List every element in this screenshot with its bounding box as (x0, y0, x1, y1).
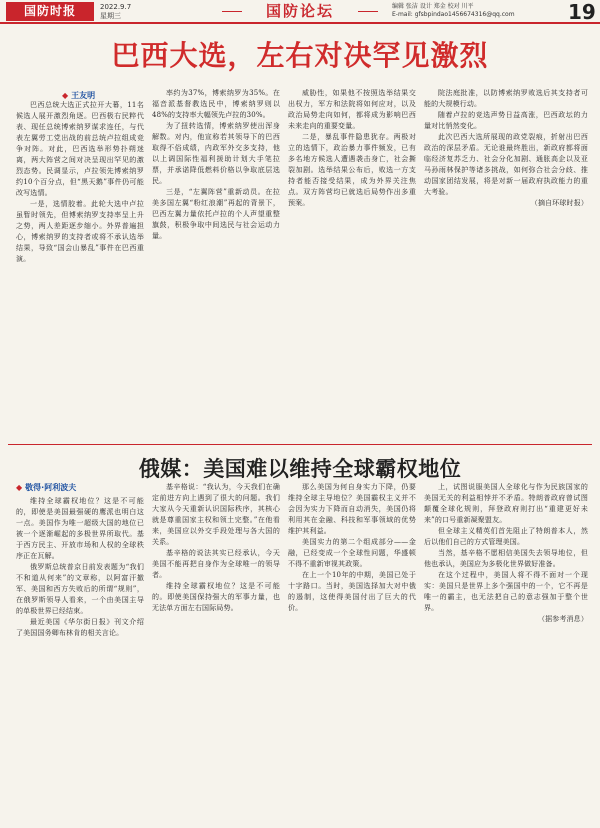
section-title: 国防论坛 (265, 2, 334, 20)
article-1-column-1 (16, 100, 144, 436)
byline-triangle-icon: ◆ (16, 483, 23, 492)
article-1-headline: 巴西大选，左右对决罕见激烈 (111, 39, 489, 72)
paragraph: 率约为37%，博索纳罗为35%。在福音派基督教选民中，博索纳罗则以48%的支持率大幅领先卢拉的30%。 (152, 89, 280, 119)
article-1-column-3 (288, 88, 416, 436)
paragraph: 此次巴西大选所展现的政党裂痕，折射出巴西政治的深层矛盾。无论谁最终胜出，新政府都将面临经济复苏乏力、社会分化加剧、通胀高企以及亚马孙雨林保护等诸多挑战，如何弥合社会分歧、推动国家团结发展，将是对新一届政府执政能力的重大考验。 (424, 133, 588, 196)
article-2-column-2 (152, 482, 280, 822)
paragraph: 基辛格说：“我认为，今天我们在确定前进方向上遇到了很大的问题。我们大家从今天重新认识国际秩序，其核心就是尊重国家主权和领土完整。”在他看来，美国应以外交手段处理与各大国的关系。 (152, 483, 280, 546)
editor-credits (392, 3, 515, 19)
paragraph: 最近美国《华尔街日报》刊文介绍了美国国务卿布林肯的相关言论。 (16, 618, 144, 637)
paragraph: 在上一个10年的中期，美国已处于十字路口。当时，美国选择加大对中俄的遏制，这使得美国付出了巨大的代价。 (288, 571, 416, 612)
byline-triangle-icon: ◆ (62, 91, 69, 100)
paragraph: 二是，暴乱事件隐患犹存。两极对立的选情下，政治暴力事件频发，已有多名地方候选人遭遇袭击身亡，社会撕裂加剧。选举结果公布后，败选一方支持者能否接受结果，成为外界关注焦点。双方阵营均已就选后局势作出多重预案。 (288, 133, 416, 207)
page-number: 19 (568, 0, 596, 24)
section-decoration-left (222, 11, 242, 12)
paragraph: 维持全球霸权地位？这是不可能的。即使美国保持强大的军事力量，也无法单方面左右国际局势。 (152, 582, 280, 612)
email-line: E-mail: gfsbpindao1456674316@qq.com (392, 11, 515, 18)
paragraph: 美国实力的第二个组成部分——金融，已经变成一个全球性问题，华盛顿不得不重新审视其政策。 (288, 538, 416, 568)
paragraph: 为了扭转选情，博索纳罗使出浑身解数。对内，他宣称若其领导下的巴西取得不俗成绩，内政军外交多支持，他以上调国际性福利援助计划大手笔拉票，并承诺降低燃料价格以争取底层选民。 (152, 122, 280, 185)
newspaper-logo: 国防时报 (6, 2, 94, 21)
paragraph: 上，试图说服美国人全球化与作为民族国家的美国无关的利益相悖并不矛盾。特朗普政府曾试图颠覆全球化规则，拜登政府则打出“重建更好未来”的口号重新凝聚盟友。 (424, 483, 588, 524)
section-decoration-right (358, 11, 378, 12)
paragraph: 一是，选情胶着。此轮大选中卢拉虽暂时领先，但博索纳罗支持率呈上升之势，两人差距逐步缩小。外界普遍担心，博索纳罗的支持者或将不承认选举结果，导致“国会山暴乱”事件在巴西重演。 (16, 200, 144, 263)
article-divider (8, 444, 592, 445)
paragraph: 三是，“左翼阵营”重新动员。在拉美多国左翼“粉红浪潮”再起的背景下，巴西左翼力量依托卢拉的个人声望重整旗鼓，积极争取中间选民与社会运动力量。 (152, 188, 280, 240)
paragraph: 在这个过程中，美国人将不得不面对一个现实：美国只是世界上多个强国中的一个，它不再是唯一的霸主，也无法把自己的意志强加于整个世界。 (424, 571, 588, 612)
paragraph: 巴西总统大选正式拉开大幕，11名候选人展开激烈角逐。巴西极右民粹代表、现任总统博索纳罗谋求连任，与代表左翼劳工党出战的前总统卢拉组成竞争对阵。对此，巴西选举形势扑朔迷离，两大阵营之间对决呈现出罕见的激烈态势。民调显示，卢拉领先博索纳罗约10个百分点，但“黑天鹅”事件仍可能改写选情。 (16, 101, 144, 197)
paragraph: 维持全球霸权地位？这是不可能的，即使是美国最强硬的鹰派也明白这一点。美国作为唯一超级大国的地位已被一个逐渐崛起的多极世界所取代。基于西方民主、开放市场和人权的全球秩序正在瓦解。 (16, 497, 144, 560)
article-2-source: （据参考消息） (537, 615, 588, 623)
paragraph: 随着卢拉的竞选声势日益高涨，巴西政坛的力量对比悄然变化。 (424, 111, 588, 130)
issue-weekday: 星期三 (100, 12, 121, 20)
issue-date: 2022.9.7 (100, 3, 132, 11)
paragraph: 那么美国为何自身实力下降，仍要维持全球主导地位？美国霸权主义并不会因为实力下降而自动消失，美国仍将利用其在金融、科技和军事领域的优势维护其利益。 (288, 483, 416, 535)
article-1-source: （摘自环球时报） (530, 199, 588, 207)
article-2-byline (16, 482, 76, 493)
article-2-author: 敬得·阿利波夫 (25, 483, 77, 492)
article-2-column-3 (288, 482, 416, 822)
article-1-column-4 (424, 88, 588, 436)
paragraph: 但全球主义精英们首先阻止了特朗普本人，然后以他们自己的方式管理美国。 (424, 527, 588, 546)
issue-date-block (100, 3, 131, 21)
paragraph: 基辛格的说法其实已经承认，今天美国不能再把自身作为全球唯一的领导者。 (152, 549, 280, 579)
article-2-column-4 (424, 482, 588, 822)
paragraph: 当然，基辛格不愿相信美国失去领导地位，但他也承认，美国应为多极化世界做好准备。 (424, 549, 588, 568)
paragraph: 俄罗斯总统普京日前发表题为“我们不和道从何来”的文章称，以阿富汗撤军、美国和西方失败后的所谓“规则”，在俄罗斯领导人看来，一个由美国主导的单极世界已经结束。 (16, 563, 144, 615)
paragraph: 威胁性，如果他不按照选举结果交出权力，军方和法院将如何应对，以及政治局势走向如何，都将成为影响巴西未来走向的重要变量。 (288, 89, 416, 130)
editors-line: 编辑 张洁 设计 郑金 校对 川平 (392, 3, 474, 10)
page-header (0, 0, 600, 24)
article-2-headline: 俄媒：美国难以维持全球霸权地位 (138, 457, 462, 481)
article-2-column-1 (16, 496, 144, 822)
paragraph: 院法庭批准，以防博索纳罗败选后其支持者可能的大规模行动。 (424, 89, 588, 108)
article-1-author: 王友明 (71, 91, 96, 100)
article-1-column-2 (152, 88, 280, 436)
